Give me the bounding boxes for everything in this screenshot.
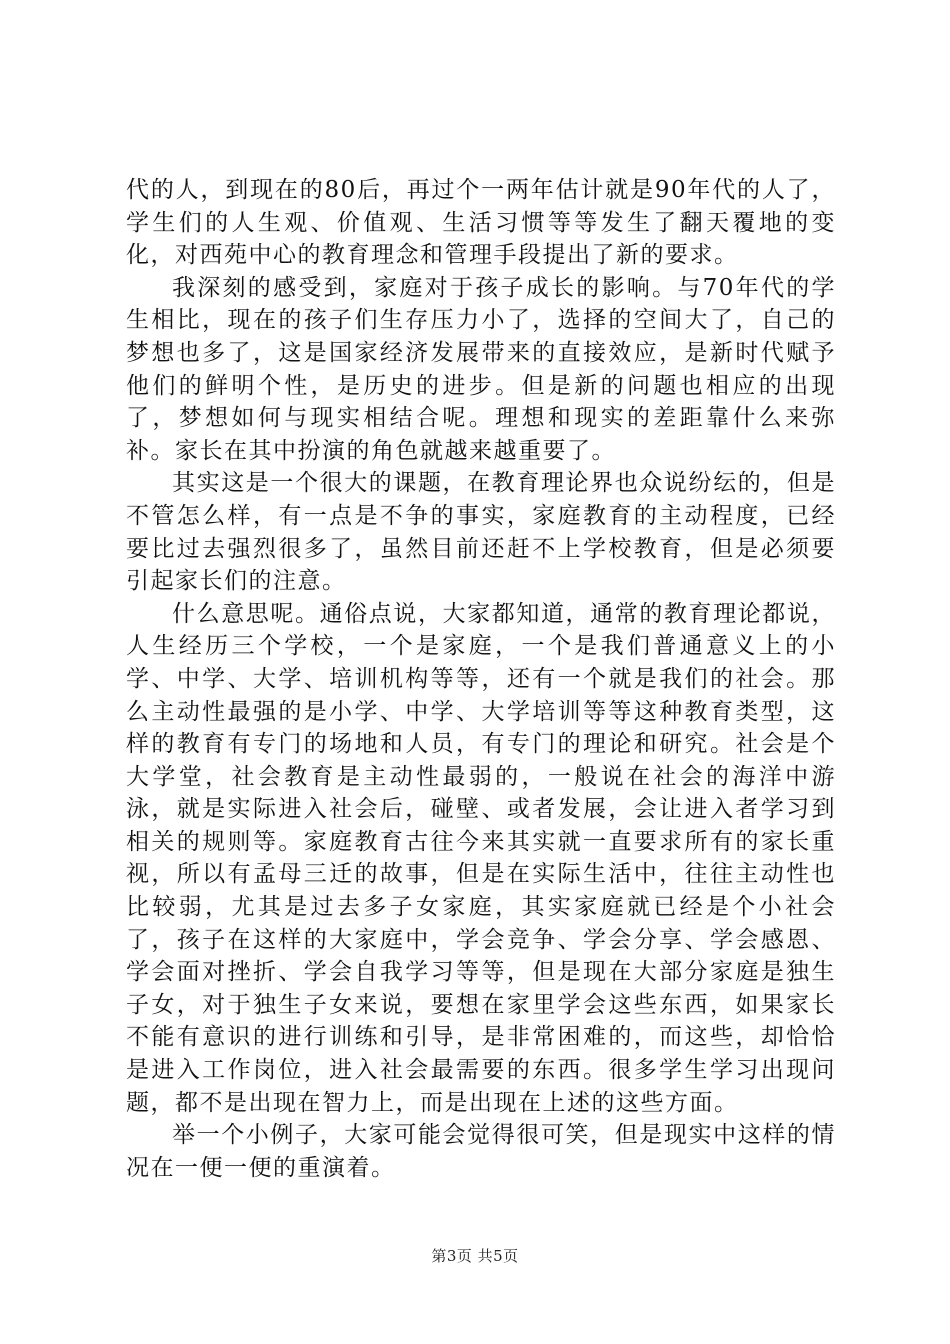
paragraph-5: 举一个小例子，大家可能会觉得很可笑，但是现实中这样的情况在一便一便的重演着。 [126,1122,836,1181]
paragraph-2: 我深刻的感受到，家庭对于孩子成长的影响。与70年代的学生相比，现在的孩子们生存压力小了，选择的空间大了，自己的梦想也多了，这是国家经济发展带来的直接效应，是新时代赋予他们的鲜明个性，是历史的进步。但是新的问题也相应的出现了，梦想如何与现实相结合呢。理想和现实的差距靠什么来弥补。家长在其中扮演的角色就越来越重要了。 [126,274,836,464]
page-footer [0,1245,950,1266]
paragraph-4: 什么意思呢。通俗点说，大家都知道，通常的教育理论都说，人生经历三个学校，一个是家庭，一个是我们普通意义上的小学、中学、大学、培训机构等等，还有一个就是我们的社会。那么主动性最强的是小学、中学、大学培训等等这种教育类型，这样的教育有专门的场地和人员，有专门的理论和研究。社会是个大学堂，社会教育是主动性最弱的，一般说在社会的海洋中游泳，就是实际进入社会后，碰壁、或者发展，会让进入者学习到相关的规则等。家庭教育古往今来其实就一直要求所有的家长重视，所以有孟母三迁的故事，但是在实际生活中，往往主动性也比较弱，尤其是过去多子女家庭，其实家庭就已经是个小社会了，孩子在这样的大家庭中，学会竞争、学会分享、学会感恩、学会面对挫折、学会自我学习等等，但是现在大部分家庭是独生子女，对于独生子女来说，要想在家里学会这些东西，如果家长不能有意识的进行训练和引导，是非常困难的，而这些，却恰恰是进入工作岗位，进入社会最需要的东西。很多学生学习出现问题，都不是出现在智力上，而是出现在上述的这些方面。 [126,600,836,1116]
paragraph-1: 代的人，到现在的80后，再过个一两年估计就是90年代的人了，学生们的人生观、价值观、生活习惯等等发生了翻天覆地的变化，对西苑中心的教育理念和管理手段提出了新的要求。 [126,177,836,269]
document-body [126,174,836,1184]
page-number: 第3页 共5页 [431,1247,519,1265]
paragraph-3: 其实这是一个很大的课题，在教育理论界也众说纷纭的，但是不管怎么样，有一点是不争的事实，家庭教育的主动程度，已经要比过去强烈很多了，虽然目前还赶不上学校教育，但是必须要引起家长们的注意。 [126,470,836,595]
